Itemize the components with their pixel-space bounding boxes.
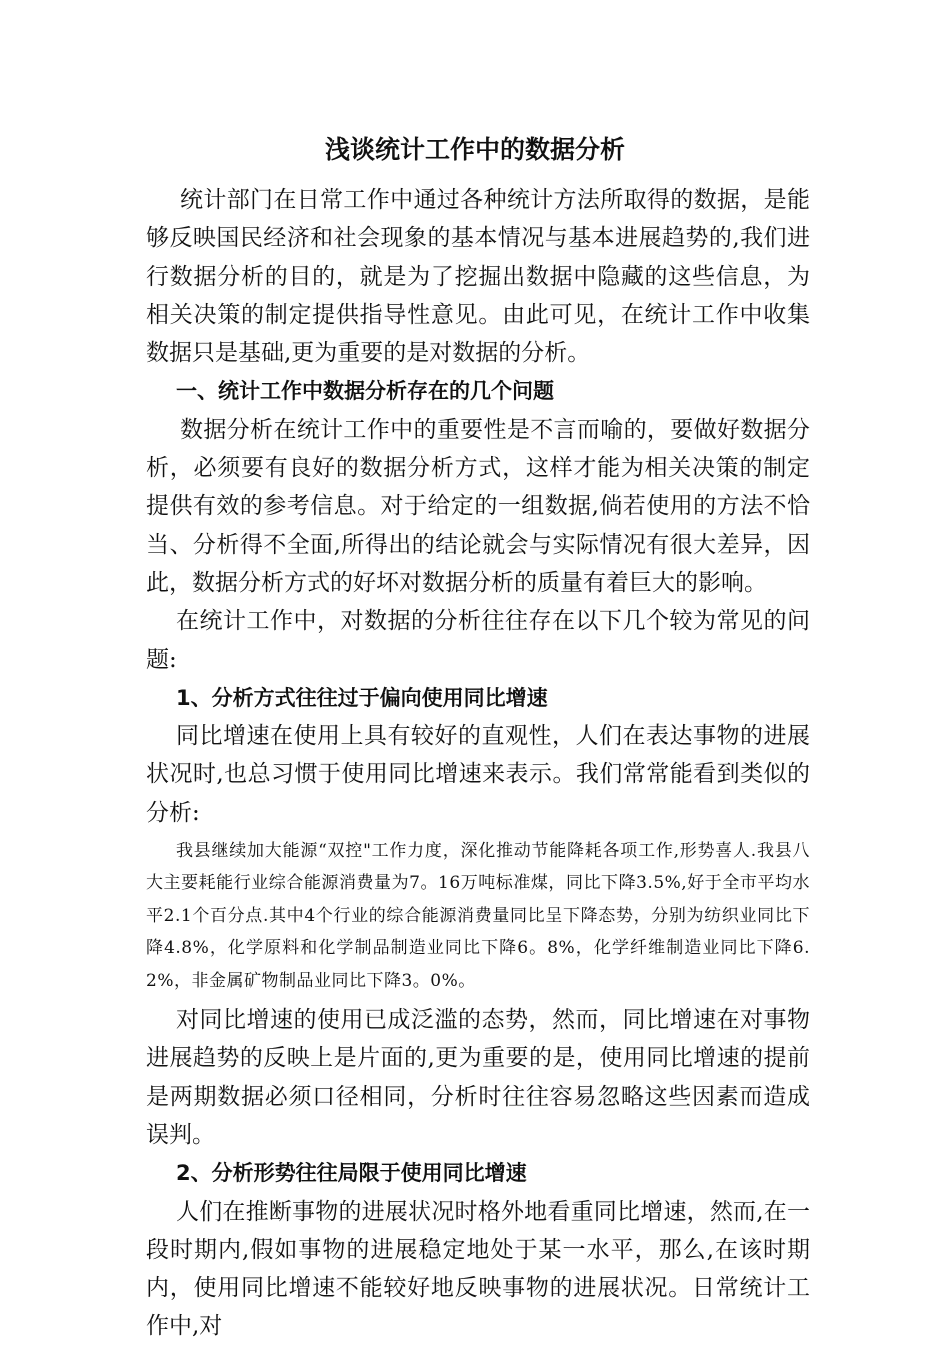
issue-2-heading: 2、分析形势往往局限于使用同比增速 — [176, 1161, 527, 1186]
intro-paragraph: 统计部门在日常工作中通过各种统计方法所取得的数据，是能够反映国民经济和社会现象的基本情况与基本进展趋势的,我们进行数据分析的目的，就是为了挖掘出数据中隐藏的这些信息，为相关决策的制定提供指导性意见。由此可见，在统计工作中收集数据只是基础,更为重要的是对数据的分析。 — [146, 187, 810, 367]
document-title: 浅谈统计工作中的数据分析 — [324, 135, 625, 164]
section-1-paragraph-1: 数据分析在统计工作中的重要性是不言而喻的，要做好数据分析，必须要有良好的数据分析方式，这样才能为相关决策的制定提供有效的参考信息。对于给定的一组数据,倘若使用的方法不恰当、分析得不全面,所得出的结论就会与实际情况有很大差异，因此，数据分析方式的好坏对数据分析的质量有着巨大的影响。 — [146, 416, 810, 596]
issue-1-example-quote: 我县继续加大能源“双控"工作力度，深化推动节能降耗各项工作,形势喜人.我县八大主要耗能行业综合能源消费量为7。16万吨标准煤，同比下降3.5%,好于全市平均水平2.1个百分点.其中4个行业的综合能源消费量同比呈下降态势，分别为纺织业同比下降4.8%，化学原料和化学制品制造业同比下降6。8%，化学纤维制造业同比下降6.2%，非金属矿物制品业同比下降3。0%。 — [146, 841, 810, 991]
document-body — [146, 181, 810, 1346]
section-1-heading: 一、统计工作中数据分析存在的几个问题 — [176, 379, 554, 404]
issue-1-paragraph-2: 对同比增速的使用已成泛滥的态势，然而，同比增速在对事物进展趋势的反映上是片面的,更为重要的是，使用同比增速的提前是两期数据必须口径相同，分析时往往容易忽略这些因素而造成误判。 — [146, 1007, 810, 1148]
issue-2-paragraph-1: 人们在推断事物的进展状况时格外地看重同比增速，然而,在一段时期内,假如事物的进展稳定地处于某一水平，那么,在该时期内，使用同比增速不能较好地反映事物的进展状况。日常统计工作中,对 — [146, 1198, 810, 1340]
issue-1-paragraph-1: 同比增速在使用上具有较好的直观性，人们在表达事物的进展状况时,也总习惯于使用同比增速来表示。我们常常能看到类似的分析: — [146, 723, 810, 826]
issue-1-heading: 1、分析方式往往过于偏向使用同比增速 — [176, 685, 548, 710]
section-1-paragraph-2: 在统计工作中，对数据的分析往往存在以下几个较为常见的问题: — [146, 608, 810, 673]
